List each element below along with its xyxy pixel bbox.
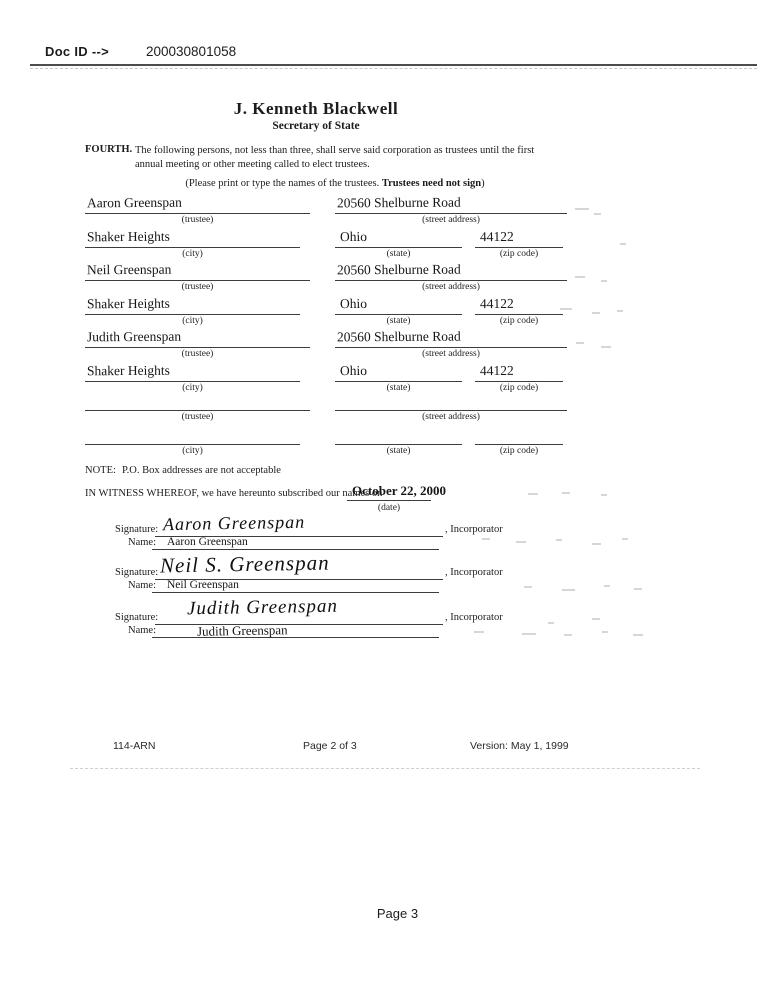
street-field-line xyxy=(335,213,567,214)
secretary-of-state-subtitle: Secretary of State xyxy=(272,120,360,132)
zip-field-line xyxy=(475,381,563,382)
city-field-line xyxy=(85,314,300,315)
street-field-label: (street address) xyxy=(422,215,480,225)
secretary-name-title: J. Kenneth Blackwell xyxy=(233,99,399,118)
zip-field-label: (zip code) xyxy=(499,446,539,456)
note-text: P.O. Box addresses are not acceptable xyxy=(122,465,281,476)
name-label: Name: xyxy=(128,537,156,548)
header-divider xyxy=(30,64,757,66)
state-value: Ohio xyxy=(339,362,368,379)
scan-edge-line xyxy=(70,768,700,769)
street-field-label: (street address) xyxy=(422,349,480,359)
street-field-line xyxy=(335,410,567,411)
date-field-line xyxy=(347,500,431,501)
witness-statement: IN WITNESS WHEREOF, we have hereunto subscribed our names on xyxy=(85,488,383,499)
name-line xyxy=(152,592,439,593)
name-label: Name: xyxy=(128,580,156,591)
street-field-label: (street address) xyxy=(422,282,480,292)
trustee-field-label: (trustee) xyxy=(181,349,214,359)
instruction-bold-text: Trustees need not sign xyxy=(381,178,482,189)
instruction-close: ) xyxy=(481,178,485,189)
witness-date-value: October 22, 2000 xyxy=(352,483,446,498)
state-field-line xyxy=(335,247,462,248)
street-field-line xyxy=(335,280,567,281)
footer-form-number: 114-ARN xyxy=(113,740,156,752)
trustee-field-label: (trustee) xyxy=(181,282,214,292)
city-field-label: (city) xyxy=(182,383,203,393)
street-address-value: 20560 Shelburne Road xyxy=(336,261,461,278)
trustee-field-line xyxy=(85,280,310,281)
trustee-name-value: Aaron Greenspan xyxy=(86,194,182,211)
name-line xyxy=(152,637,439,638)
city-field-line xyxy=(85,444,300,445)
street-address-value: 20560 Shelburne Road xyxy=(336,328,461,345)
zip-field-label: (zip code) xyxy=(499,316,539,326)
instruction-text: (Please print or type the names of the trustees. xyxy=(185,178,382,189)
street-address-value: 20560 Shelburne Road xyxy=(336,194,461,211)
state-field-line xyxy=(335,314,462,315)
doc-id-value: 200030801058 xyxy=(146,44,237,59)
date-field-label: (date) xyxy=(377,503,401,513)
fourth-article-text: The following persons, not less than three, shall serve said corporation as trustees until the first annual meeting or other meeting called to elect trustees. xyxy=(135,145,535,170)
city-field-label: (city) xyxy=(182,316,203,326)
name-label: Name: xyxy=(128,625,156,636)
zip-field-label: (zip code) xyxy=(499,249,539,259)
doc-id-label: Doc ID --> xyxy=(45,44,110,59)
page-number-label: Page 3 xyxy=(376,906,419,921)
city-field-line xyxy=(85,247,300,248)
trustee-field-label: (trustee) xyxy=(181,412,214,422)
note-label: NOTE: xyxy=(85,465,116,476)
city-value: Shaker Heights xyxy=(86,228,170,245)
trustee-name-value: Judith Greenspan xyxy=(86,328,182,345)
zip-field-label: (zip code) xyxy=(499,383,539,393)
trustee-field-line xyxy=(85,213,310,214)
city-value: Shaker Heights xyxy=(86,362,170,379)
incorporator-suffix: , Incorporator xyxy=(445,567,503,578)
zip-value: 44122 xyxy=(479,362,514,379)
trustee-row-2 xyxy=(85,261,567,328)
trustee-row-3 xyxy=(85,328,567,395)
trustee-name-value: Neil Greenspan xyxy=(86,261,172,278)
incorporator-suffix: , Incorporator xyxy=(445,524,503,535)
city-field-label: (city) xyxy=(182,446,203,456)
state-field-line xyxy=(335,381,462,382)
name-value: Aaron Greenspan xyxy=(167,536,248,548)
city-field-line xyxy=(85,381,300,382)
signature-label: Signature: xyxy=(115,567,159,578)
state-field-label: (state) xyxy=(386,249,411,259)
state-field-label: (state) xyxy=(386,316,411,326)
signature-value: Judith Greenspan xyxy=(186,595,339,620)
name-value: Neil Greenspan xyxy=(167,579,239,591)
street-field-label: (street address) xyxy=(422,412,480,422)
zip-value: 44122 xyxy=(479,228,514,245)
zip-field-line xyxy=(475,247,563,248)
footer-page-info: Page 2 of 3 xyxy=(303,740,357,752)
state-value: Ohio xyxy=(339,228,368,245)
trustee-field-line xyxy=(85,347,310,348)
signature-label: Signature: xyxy=(115,612,159,623)
zip-field-line xyxy=(475,314,563,315)
zip-field-line xyxy=(475,444,563,445)
city-field-label: (city) xyxy=(182,249,203,259)
state-field-label: (state) xyxy=(386,383,411,393)
state-field-label: (state) xyxy=(386,446,411,456)
name-line xyxy=(152,549,439,550)
fourth-article-label: FOURTH. xyxy=(85,144,133,155)
city-value: Shaker Heights xyxy=(86,295,170,312)
signature-block-1 xyxy=(115,511,585,555)
trustee-field-line xyxy=(85,410,310,411)
trustees-instruction xyxy=(85,178,585,189)
signature-block-2 xyxy=(115,550,585,598)
signature-value: Neil S. Greenspan xyxy=(159,550,330,578)
trustee-row-1 xyxy=(85,194,567,261)
trustee-field-label: (trustee) xyxy=(181,215,214,225)
state-value: Ohio xyxy=(339,295,368,312)
state-field-line xyxy=(335,444,462,445)
street-field-line xyxy=(335,347,567,348)
footer-version: Version: May 1, 1999 xyxy=(470,740,569,752)
signature-block-3 xyxy=(115,595,585,643)
zip-value: 44122 xyxy=(479,295,514,312)
trustee-row-4 xyxy=(85,394,567,458)
signature-value: Aaron Greenspan xyxy=(162,511,306,535)
incorporator-suffix: , Incorporator xyxy=(445,612,503,623)
name-value: Judith Greenspan xyxy=(196,622,288,639)
header-divider-echo xyxy=(30,68,757,69)
signature-label: Signature: xyxy=(115,524,159,535)
